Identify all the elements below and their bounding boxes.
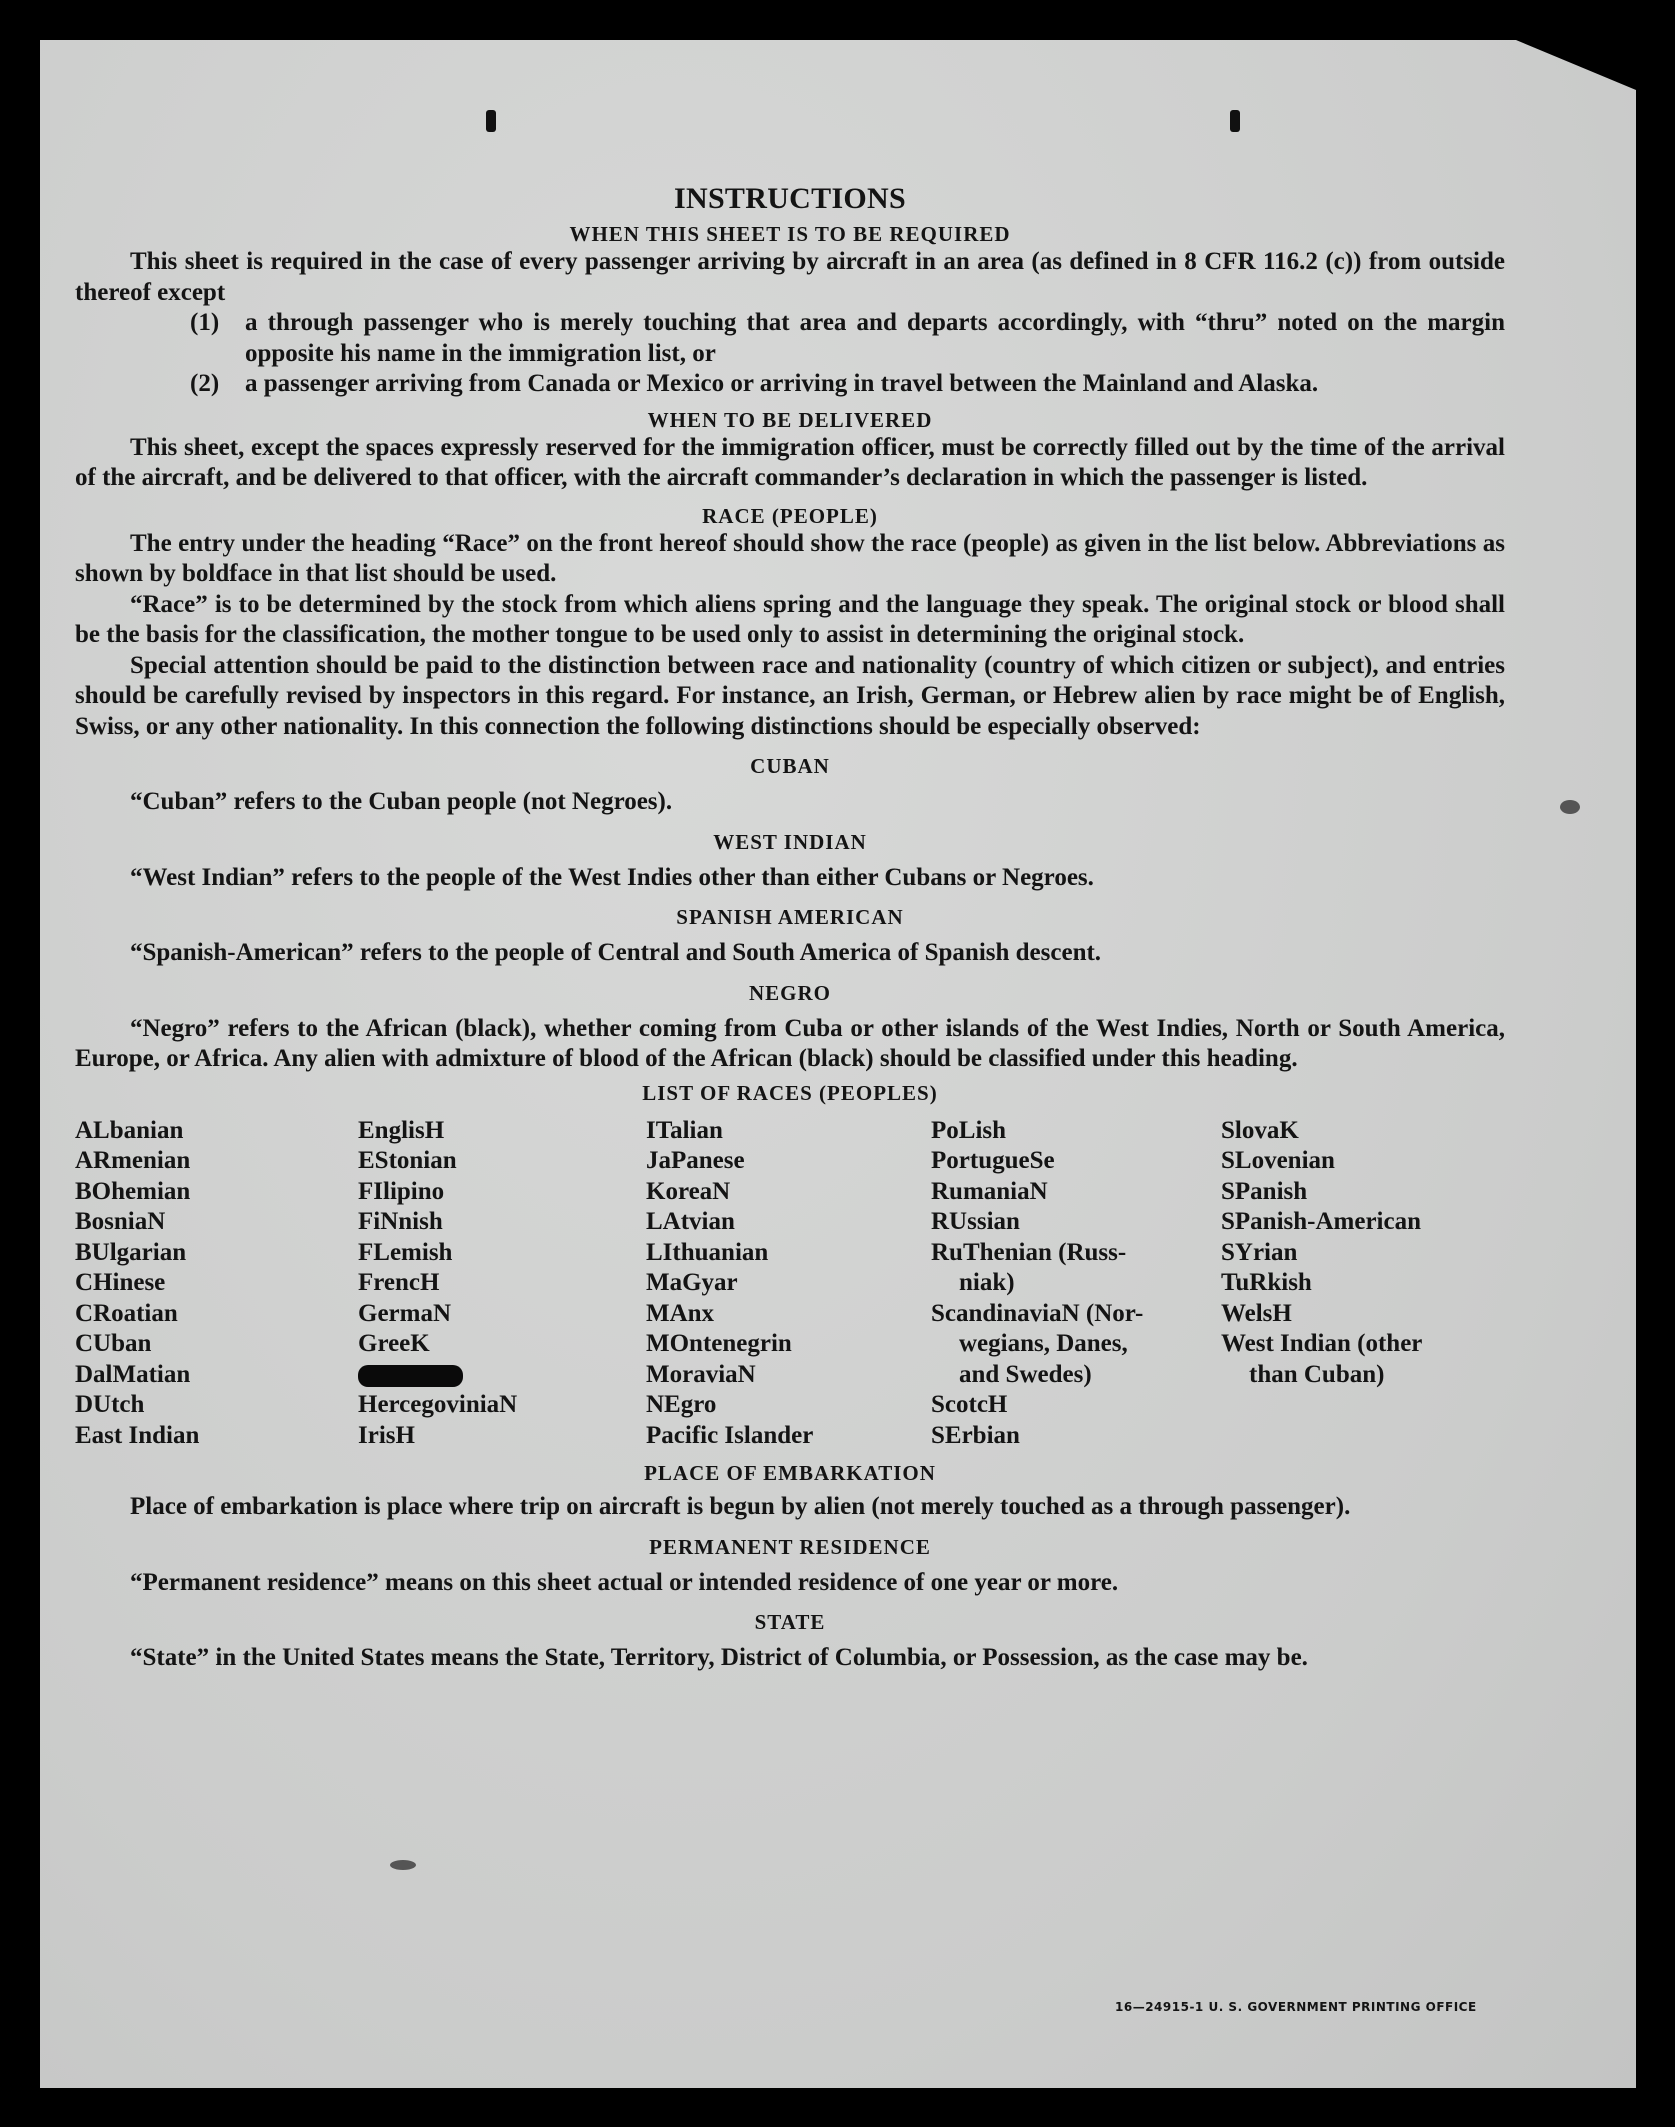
race-entry: LIthuanian	[646, 1238, 769, 1266]
race-entry: LAtvian	[646, 1208, 735, 1235]
race-paragraph-1: The entry under the heading “Race” on the front hereof should show the race (people) as given in the list below. Abbreviations as shown by boldface in that list should be used.	[75, 529, 1505, 587]
race-entry: EnglisH	[358, 1116, 445, 1144]
race-entry: SYrian	[1221, 1238, 1298, 1266]
races-column-4	[931, 1116, 1221, 1452]
race-entry: EStonian	[358, 1147, 457, 1174]
required-intro: This sheet is required in the case of every passenger arriving by aircraft in an area (as defined in 8 CFR 116.2 (c)) from outside thereof except	[75, 248, 1505, 306]
race-entry: CHinese	[75, 1269, 166, 1296]
heading-race: RACE (PEOPLE)	[702, 503, 878, 528]
race-entry: IrisH	[358, 1421, 415, 1449]
state-text: “State” in the United States means the State, Territory, District of Columbia, or Possession, as the case may be.	[130, 1644, 1308, 1671]
item-text: a through passenger who is merely touching that area and departs accordingly, with “thru” noted on the margin opposite his name in the immigration list, or	[245, 309, 1505, 367]
race-entry: GreeK	[358, 1330, 430, 1357]
smudge-mark	[390, 1860, 416, 1870]
item-number: (1)	[190, 309, 220, 336]
race-entry: DUtch	[75, 1391, 145, 1418]
race-entry: NEgro	[646, 1391, 717, 1418]
page-title: INSTRUCTIONS	[674, 182, 906, 215]
race-entry: MoraviaN	[646, 1360, 756, 1388]
race-entry: RuThenian (Russ-	[931, 1238, 1127, 1266]
race-entry: BosniaN	[75, 1208, 166, 1235]
race-entry: ALbanian	[75, 1116, 184, 1144]
printing-office-code: 16—24915-1 U. S. GOVERNMENT PRINTING OFFICE	[1115, 2000, 1477, 2014]
redaction-mark	[358, 1365, 463, 1387]
item-number: (2)	[190, 370, 220, 397]
race-entry: HercegoviniaN	[358, 1391, 518, 1418]
document-sheet	[40, 40, 1636, 2088]
race-paragraph-2: “Race” is to be determined by the stock from which aliens spring and the language they speak. The original stock or blood shall be the basis for the classification, the mother tongue to be used only to assist in determining the original stock.	[75, 590, 1505, 648]
races-column-3	[646, 1116, 931, 1452]
race-entry: SlovaK	[1221, 1116, 1299, 1144]
heading-state: STATE	[754, 1610, 826, 1634]
west-indian-text: “West Indian” refers to the people of the West Indies other than either Cubans or Negroes.	[130, 863, 1094, 891]
race-entry: FIlipino	[358, 1177, 445, 1205]
torn-corner	[1516, 40, 1636, 90]
instructions-body	[75, 182, 1505, 1674]
race-entry: Pacific Islander	[646, 1421, 814, 1449]
heading-required: WHEN THIS SHEET IS TO BE REQUIRED	[569, 222, 1011, 246]
races-column-2	[358, 1116, 646, 1452]
race-entry: TuRkish	[1221, 1269, 1312, 1296]
race-entry: SLovenian	[1221, 1147, 1335, 1174]
race-entry: KoreaN	[646, 1177, 731, 1205]
race-entry: BOhemian	[75, 1177, 191, 1205]
heading-spanish-american: SPANISH AMERICAN	[676, 905, 904, 929]
race-entry: GermaN	[358, 1299, 452, 1327]
delivered-text: This sheet, except the spaces expressly reserved for the immigration officer, must be correctly filled out by the time of the arrival of the aircraft, and be delivered to that officer, with the aircraft commander’s declaration in which the passenger is listed.	[75, 433, 1505, 491]
race-entry: SPanish-American	[1221, 1208, 1421, 1235]
race-entry: RumaniaN	[931, 1177, 1048, 1205]
race-entry: RUssian	[931, 1208, 1020, 1235]
race-entry: MaGyar	[646, 1269, 738, 1296]
heading-embarkation: PLACE OF EMBARKATION	[644, 1461, 936, 1485]
heading-cuban: CUBAN	[750, 754, 830, 778]
residence-text: “Permanent residence” means on this sheet actual or intended residence of one year or more.	[130, 1568, 1119, 1596]
race-entry: WelsH	[1221, 1299, 1292, 1327]
race-entry: MOntenegrin	[646, 1330, 792, 1357]
exception-item	[190, 369, 1505, 400]
spanish-american-text: “Spanish-American” refers to the people of Central and South America of Spanish descent.	[130, 939, 1102, 966]
heading-delivered: WHEN TO BE DELIVERED	[647, 407, 933, 432]
item-text: a passenger arriving from Canada or Mexico or arriving in travel between the Mainland and Alaska.	[245, 370, 1319, 397]
race-paragraph-3: Special attention should be paid to the distinction between race and nationality (country of which citizen or subject), and entries should be carefully revised by inspectors in this regard. For instance, an Irish, German, or Hebrew alien by race might be of English, Swiss, or any other nationality. In this connection the following distinctions should be especially observed:	[75, 651, 1505, 740]
race-entry-continued: than Cuban)	[1249, 1360, 1385, 1388]
race-entry: ScandinaviaN (Nor-	[931, 1299, 1144, 1327]
race-entry-redacted	[358, 1360, 646, 1391]
races-column-5	[1221, 1116, 1481, 1452]
race-entry: East Indian	[75, 1421, 200, 1449]
race-entry: FrencH	[358, 1269, 440, 1296]
race-entry: ARmenian	[75, 1147, 191, 1174]
race-entry-continued: wegians, Danes,	[959, 1330, 1128, 1357]
race-entry: SErbian	[931, 1421, 1020, 1449]
race-entry: BUlgarian	[75, 1238, 187, 1266]
race-entry: FiNnish	[358, 1208, 443, 1235]
race-entry: FLemish	[358, 1238, 453, 1266]
race-entry: ITalian	[646, 1116, 723, 1144]
smudge-mark	[1560, 800, 1580, 814]
heading-west-indian: WEST INDIAN	[713, 829, 867, 854]
races-column-1	[75, 1116, 358, 1452]
races-list	[75, 1116, 1505, 1452]
race-entry: DalMatian	[75, 1360, 191, 1388]
exception-item	[190, 308, 1505, 369]
race-entry: SPanish	[1221, 1177, 1308, 1205]
race-entry: West Indian (other	[1221, 1330, 1423, 1357]
punch-mark-left	[486, 110, 496, 132]
negro-text: “Negro” refers to the African (black), whether coming from Cuba or other islands of the West Indies, North or South America, Europe, or Africa. Any alien with admixture of blood of the African (black) should be classified under this heading.	[75, 1014, 1505, 1072]
race-entry-continued: niak)	[959, 1269, 1015, 1296]
race-entry-continued: and Swedes)	[959, 1360, 1092, 1388]
race-entry: PortugueSe	[931, 1147, 1055, 1174]
punch-mark-right	[1230, 110, 1240, 132]
race-entry: CRoatian	[75, 1299, 178, 1327]
heading-permanent-residence: PERMANENT RESIDENCE	[649, 1534, 931, 1559]
embarkation-text: Place of embarkation is place where trip on aircraft is begun by alien (not merely touched as a through passenger).	[130, 1493, 1351, 1520]
race-entry: ScotcH	[931, 1391, 1008, 1418]
heading-list-of-races: LIST OF RACES (PEOPLES)	[642, 1080, 938, 1105]
race-entry: CUban	[75, 1330, 152, 1357]
heading-negro: NEGRO	[748, 980, 831, 1005]
race-entry: PoLish	[931, 1116, 1007, 1144]
race-entry: JaPanese	[646, 1147, 745, 1174]
cuban-text: “Cuban” refers to the Cuban people (not Negroes).	[130, 788, 673, 815]
race-entry: MAnx	[646, 1299, 715, 1327]
